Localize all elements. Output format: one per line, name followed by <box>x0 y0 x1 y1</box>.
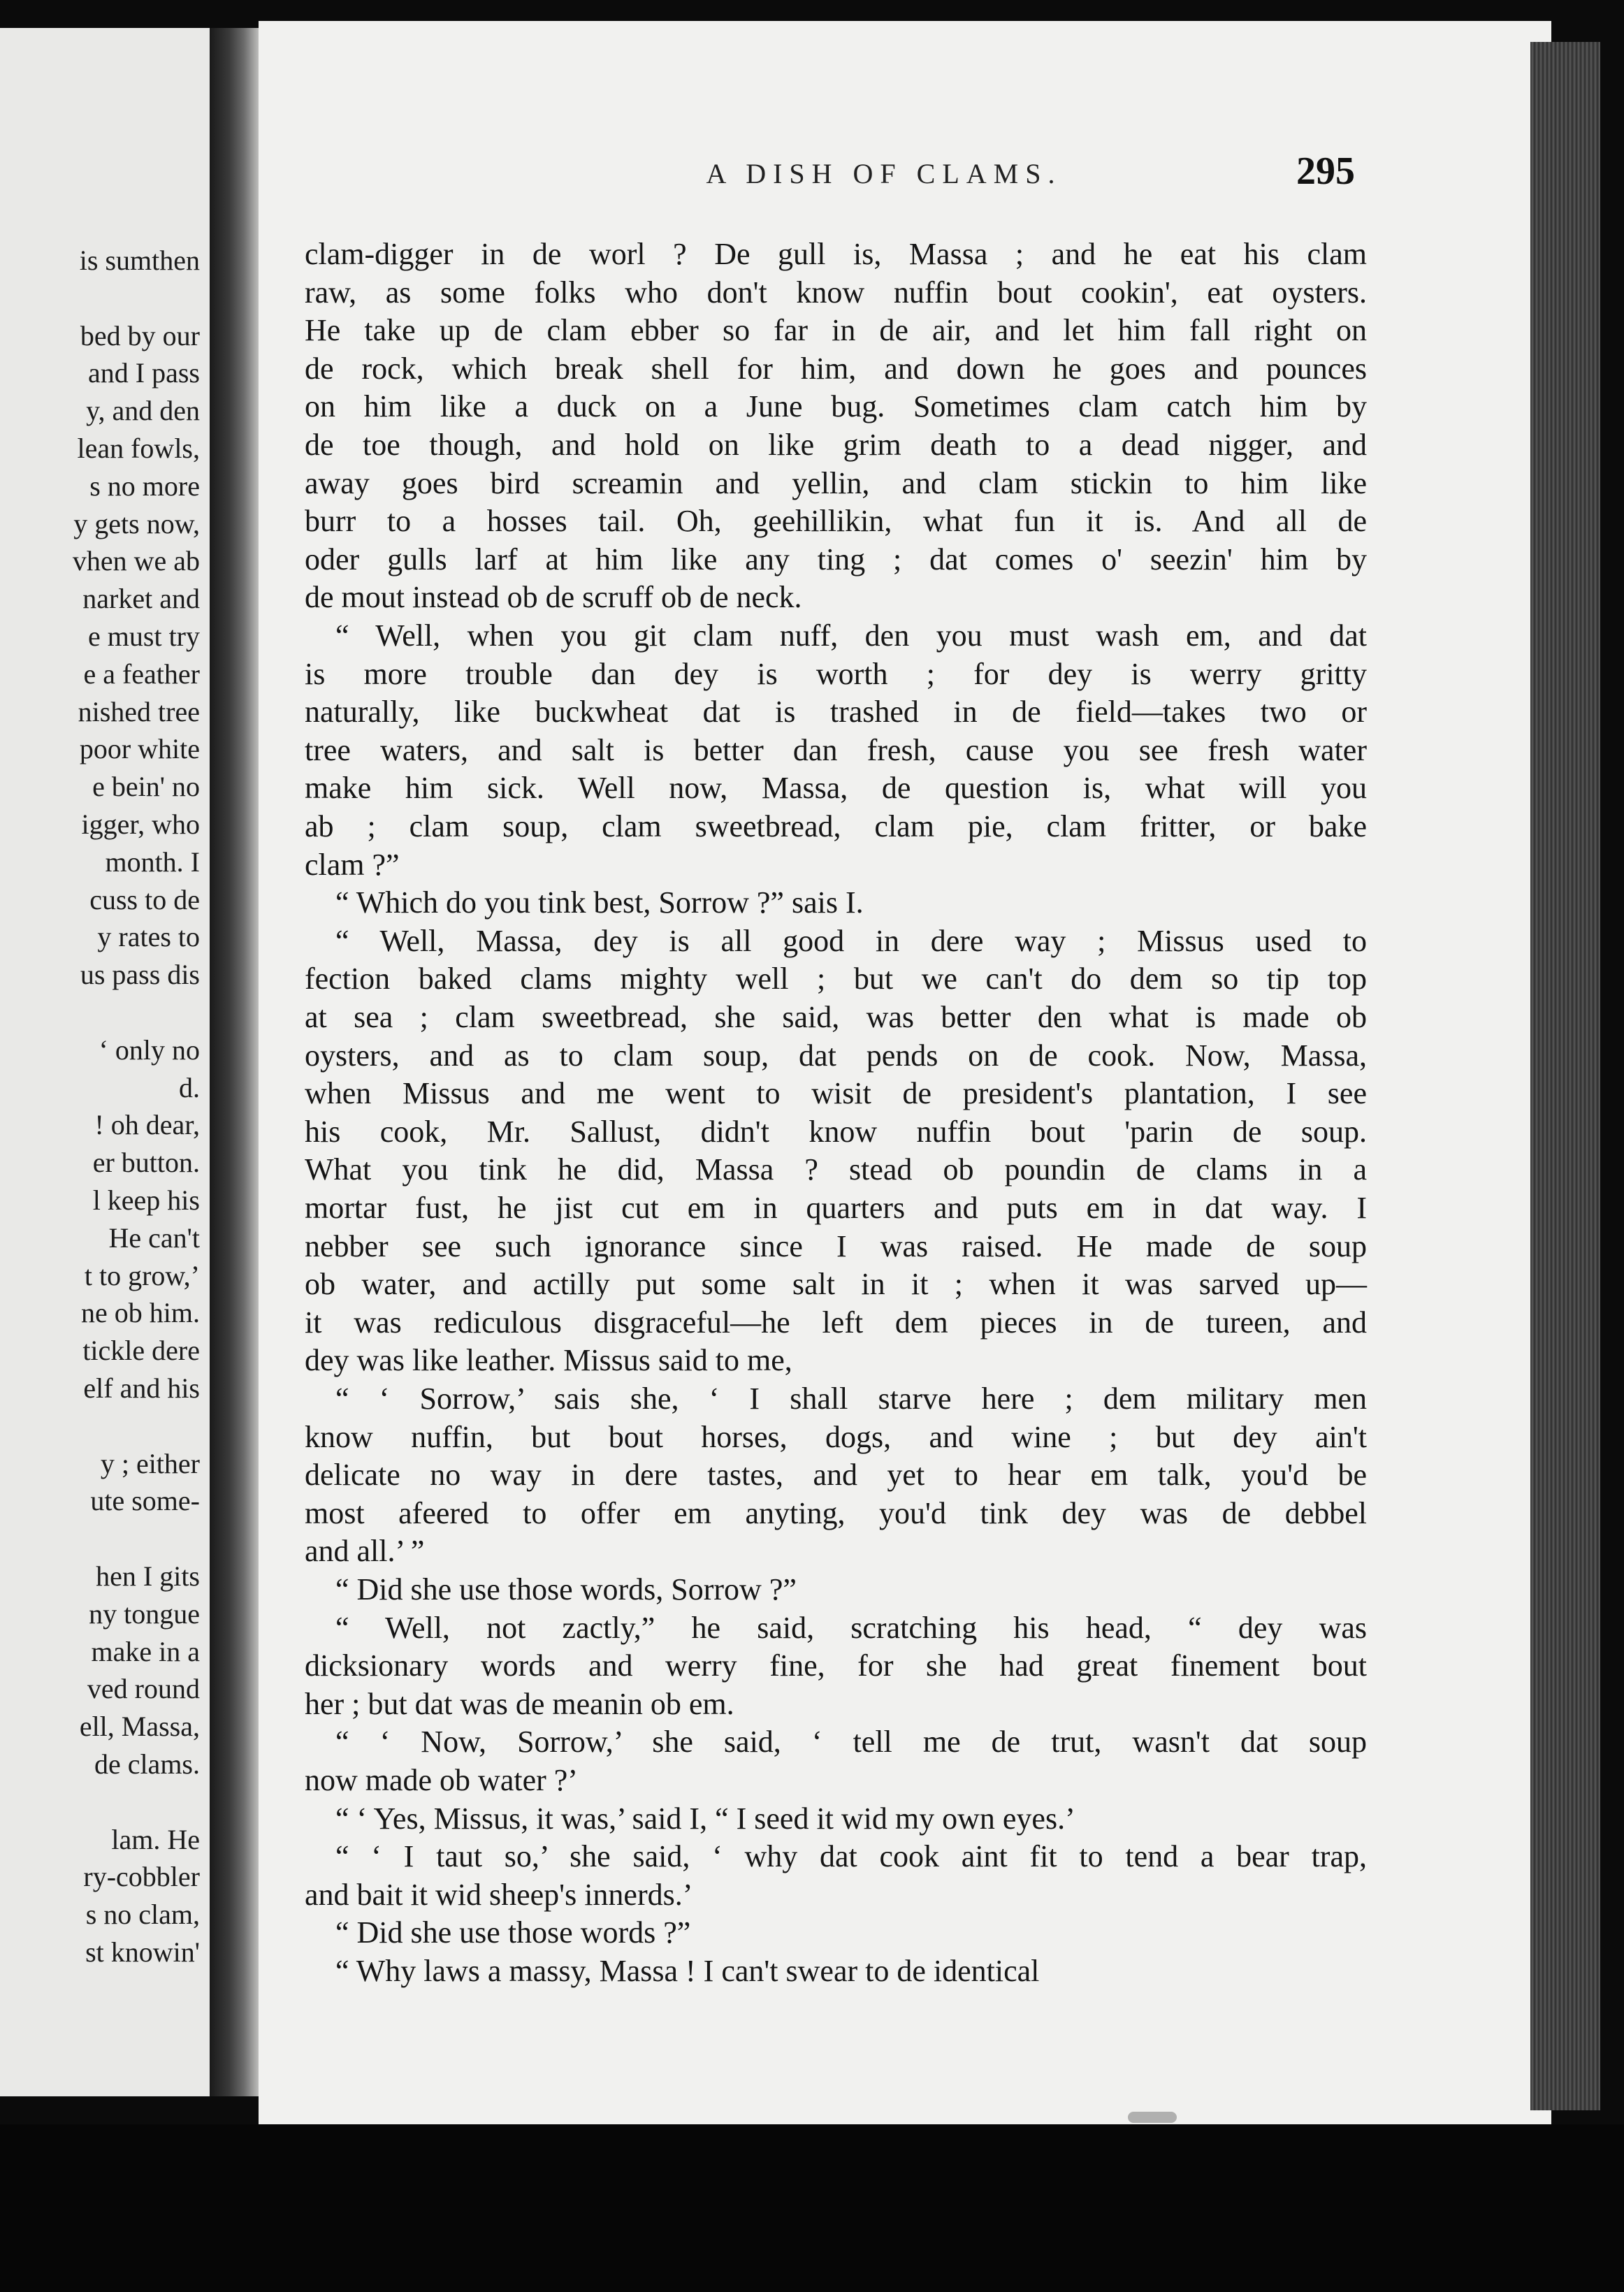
text-line: and all.’ ” <box>305 1534 425 1569</box>
left-text-line: lam. He <box>111 1823 200 1855</box>
left-text-line: ell, Massa, <box>79 1711 200 1743</box>
left-text-line: y rates to <box>97 921 200 953</box>
text-line: ab ; clam soup, clam sweetbread, clam pie, clam fritter, or bake <box>305 809 1367 843</box>
text-line: her ; but dat was de meanin ob em. <box>305 1686 734 1721</box>
left-text-line: ‘ only no <box>99 1033 200 1066</box>
text-line: tree waters, and salt is better dan fresh, cause you see fresh water <box>305 732 1367 767</box>
left-text-line: hen I gits <box>96 1560 200 1592</box>
left-text-line: e bein' no <box>92 771 200 803</box>
left-text-line: is sumthen <box>79 245 200 276</box>
left-text-line: month. I <box>105 846 200 878</box>
left-text-line: elf and his <box>83 1372 200 1404</box>
text-line: burr to a hosses tail. Oh, geehillikin, what fun it is. And all de <box>305 504 1367 539</box>
text-line: and bait it wid sheep's innerds.’ <box>305 1877 693 1912</box>
left-text-line: ute some- <box>90 1485 200 1517</box>
text-line: dey was like leather. Missus said to me, <box>305 1343 792 1378</box>
text-line: “ ‘ Yes, Missus, it was,’ said I, “ I seed it wid my own eyes.’ <box>335 1801 1075 1836</box>
text-line: on him like a duck on a June bug. Sometimes clam catch him by <box>305 389 1367 424</box>
text-line: is more trouble dan dey is worth ; for dey is werry gritty <box>305 656 1367 691</box>
text-line: mortar fust, he jist cut em in quarters and puts em in dat way. I <box>305 1191 1367 1225</box>
text-line: “ Well, when you git clam nuff, den you must wash em, and dat <box>335 618 1367 653</box>
left-text-line: t to grow,’ <box>84 1259 200 1291</box>
left-text-line: s no clam, <box>85 1899 200 1931</box>
text-line: naturally, like buckwheat dat is trashed in de field—takes two or <box>305 695 1367 730</box>
text-line: now made ob water ?’ <box>305 1763 578 1797</box>
text-line: “ ‘ Sorrow,’ sais she, ‘ I shall starve here ; dem military men <box>335 1381 1367 1416</box>
text-line: What you tink he did, Massa ? stead ob poundin de clams in a <box>305 1152 1367 1187</box>
text-line: “ ‘ I taut so,’ she said, ‘ why dat cook aint fit to tend a bear trap, <box>335 1839 1367 1874</box>
text-line: de rock, which break shell for him, and down he goes and pounces <box>305 351 1367 386</box>
text-line: ob water, and actilly put some salt in it ; when it was sarved up— <box>305 1267 1367 1302</box>
text-line: nebber see such ignorance since I was raised. He made de soup <box>305 1228 1367 1263</box>
left-text-line: s no more <box>89 470 200 502</box>
text-line: de toe though, and hold on like grim death to a dead nigger, and <box>305 428 1367 462</box>
text-line: delicate no way in dere tastes, and yet to hear em talk, you'd be <box>305 1458 1367 1493</box>
left-text-line: ved round <box>87 1673 200 1705</box>
text-line: dicksionary words and werry fine, for she had great finement bout <box>305 1648 1367 1683</box>
text-line: “ Well, not zactly,” he said, scratching his head, “ dey was <box>335 1610 1367 1645</box>
text-line: at sea ; clam sweetbread, she said, was better den what is made ob <box>305 1000 1367 1034</box>
left-text-line: vhen we ab <box>72 545 200 577</box>
left-text-line: st knowin' <box>85 1936 200 1968</box>
left-text-line: bed by our <box>80 319 200 351</box>
left-text-line: l keep his <box>92 1184 200 1216</box>
left-text-line: poor white <box>79 733 200 765</box>
left-text-line: He can't <box>108 1221 200 1254</box>
scan-border <box>0 2124 1624 2292</box>
left-text-line: make in a <box>91 1635 200 1667</box>
text-line: clam ?” <box>305 847 400 882</box>
left-text-line: ny tongue <box>89 1597 200 1630</box>
ink-smudge <box>1128 2112 1177 2123</box>
left-text-line: us pass dis <box>80 959 200 991</box>
text-line: most afeered to offer em anyting, you'd tink dey was de debbel <box>305 1495 1367 1530</box>
left-text-line: and I pass <box>88 357 200 389</box>
text-line: “ Did she use those words ?” <box>335 1915 691 1950</box>
text-line: oder gulls larf at him like any ting ; dat comes o' seezin' him by <box>305 542 1367 576</box>
text-line: his cook, Mr. Sallust, didn't know nuffin bout 'parin de soup. <box>305 1114 1367 1149</box>
text-line: make him sick. Well now, Massa, de question is, what will you <box>305 771 1367 806</box>
left-text-line: y gets now, <box>73 507 200 539</box>
text-line: oysters, and as to clam soup, dat pends on de cook. Now, Massa, <box>305 1038 1367 1073</box>
text-line: raw, as some folks who don't know nuffin bout cookin', eat oysters. <box>305 275 1367 310</box>
text-line: it was rediculous disgraceful—he left dem pieces in de tureen, and <box>305 1305 1367 1340</box>
text-line: fection baked clams mighty well ; but we can't do dem so tip top <box>305 962 1367 996</box>
left-text-line: ! oh dear, <box>94 1109 200 1141</box>
text-line: “ Which do you tink best, Sorrow ?” sais I. <box>335 885 864 920</box>
text-line: away goes bird screamin and yellin, and clam stickin to him like <box>305 465 1367 500</box>
text-line: “ ‘ Now, Sorrow,’ she said, ‘ tell me de trut, wasn't dat soup <box>335 1725 1367 1760</box>
left-text-line: d. <box>179 1071 200 1103</box>
left-text-line: tickle dere <box>82 1335 200 1367</box>
left-text-line: y ; either <box>100 1447 200 1479</box>
text-line: “ Well, Massa, dey is all good in dere way ; Missus used to <box>335 923 1367 958</box>
left-text-line: ne ob him. <box>81 1297 200 1329</box>
left-text-line: nished tree <box>78 695 200 727</box>
running-head: A DISH OF CLAMS. <box>706 158 1062 189</box>
left-text-line: lean fowls, <box>77 433 200 464</box>
text-line: “ Did she use those words, Sorrow ?” <box>335 1572 797 1606</box>
left-text-line: e must try <box>88 621 200 652</box>
left-text-line: de clams. <box>94 1748 200 1780</box>
left-text-line: y, and den <box>86 395 200 427</box>
text-line: clam-digger in de worl ? De gull is, Massa ; and he eat his clam <box>305 237 1367 271</box>
text-line: “ Why laws a massy, Massa ! I can't swear to de identical <box>335 1954 1040 1988</box>
left-text-line: er button. <box>92 1147 200 1179</box>
left-text-line: cuss to de <box>89 883 200 915</box>
text-line: when Missus and me went to wisit de president's plantation, I see <box>305 1076 1367 1111</box>
text-line: know nuffin, but bout horses, dogs, and wine ; but dey ain't <box>305 1419 1367 1454</box>
left-text-line: igger, who <box>81 808 200 840</box>
page-number: 295 <box>1296 150 1355 193</box>
text-line: de mout instead ob de scruff ob de neck. <box>305 580 802 615</box>
left-text-line: narket and <box>82 583 200 615</box>
left-text-line: ry-cobbler <box>83 1861 200 1893</box>
text-line: He take up de clam ebber so far in de air, and let him fall right on <box>305 313 1367 348</box>
left-text-line: e a feather <box>83 658 200 690</box>
